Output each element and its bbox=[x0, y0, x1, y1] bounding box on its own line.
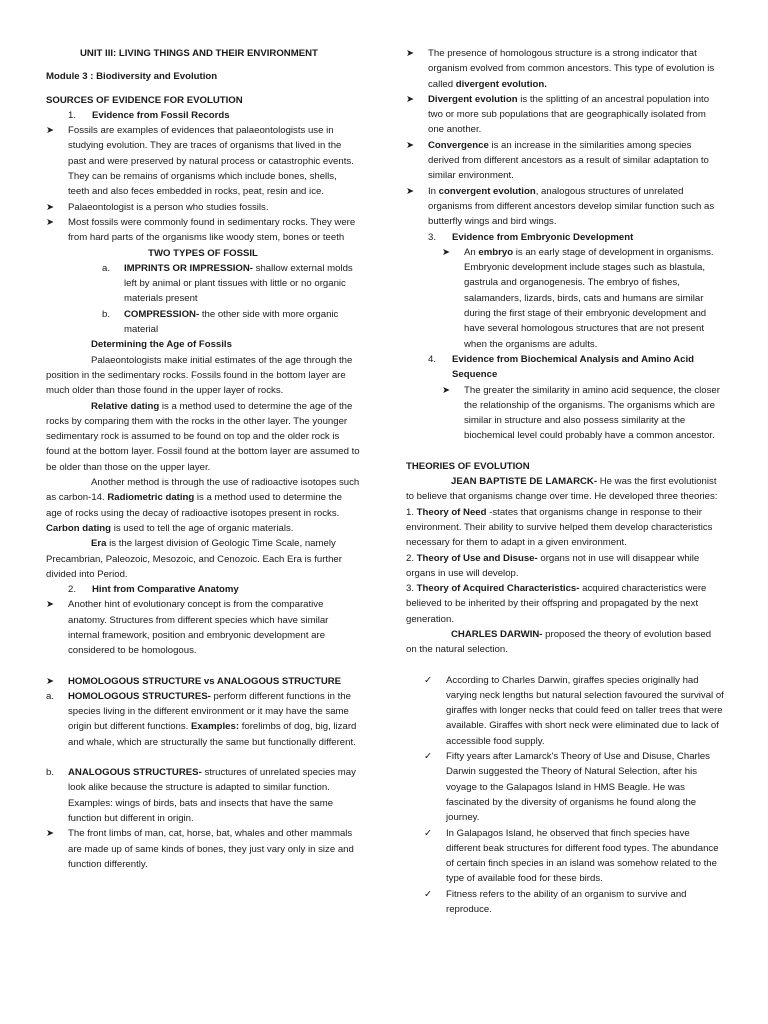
divergent-indicator-bullet: ➤ The presence of homologous structure is a strong indicator that organism evolved from common ancestors. This type of evolution is called divergent evolution. bbox=[406, 48, 715, 90]
age-paragraph: Palaeontologists make initial estimates of the age through the position in the sedimentary rocks. Fossils found in the bottom layer are much older than those found in the upper layer of rocks. bbox=[46, 354, 353, 397]
arrow-bullet-icon: ➤ bbox=[46, 675, 55, 687]
homologous-item: a. HOMOLOGOUS STRUCTURES- perform different functions in the species living in the different environment or it may have the same origin but different functions. Examples: forelimbs of dog, big, lizard and whale, which are structurally the same but functionally different. bbox=[46, 690, 357, 748]
embryo-bullet: ➤ An embryo is an early stage of development in organisms. Embryonic development include stages such as blastula, gastrula and organogenesis. The embryo of fishes, salamanders, lizards, birds, cats and humans are similar during the first stage of their embryonic development and have several homologous structures that are not present when the organisms are adults. bbox=[442, 246, 714, 350]
darwin-paragraph: CHARLES DARWIN- proposed the theory of evolution based on the natural selection. bbox=[406, 628, 712, 656]
checkmark-icon: ✓ bbox=[424, 751, 433, 763]
analogous-item: b. ANALOGOUS STRUCTURES- structures of unrelated species may look alike because the structure is adapted to similar function. Examples: wings of birds, bats and insects that have the same function but different in origin. bbox=[46, 767, 356, 824]
unit-title: UNIT III: LIVING THINGS AND THEIR ENVIRONMENT bbox=[80, 48, 318, 59]
darwin-check-1: ✓ According to Charles Darwin, giraffes species originally had varying neck lengths but natural selection favoured the survival of giraffes with longer necks that could feed on taller trees that were available. Giraffes with short neck were eliminated due to lack of accessible food supply. bbox=[424, 674, 724, 747]
arrow-bullet-icon: ➤ bbox=[46, 599, 55, 611]
darwin-check-4: ✓ Fitness refers to the ability of an organism to survive and reproduce. bbox=[424, 888, 687, 916]
homologous-vs-analogous-heading: ➤ HOMOLOGOUS STRUCTURE vs ANALOGOUS STRUCTURE bbox=[46, 674, 360, 689]
darwin-check-2: ✓ Fifty years after Lamarck's Theory of Use and Disuse, Charles Darwin suggested the Theory of Natural Selection, after his voyage to the Galapagos Island in HMS Beagle. He was fascinated by the diversity of organisms he found along the journey. bbox=[424, 751, 710, 824]
darwin-check-3: ✓ In Galapagos Island, he observed that finch species have different beak structures for different food types. The abundance of certain finch species in an island was somehow related to the type of available food for these birds. bbox=[424, 827, 719, 885]
arrow-bullet-icon: ➤ bbox=[46, 828, 55, 840]
arrow-bullet-icon: ➤ bbox=[406, 139, 415, 151]
lamarck-paragraph: JEAN BAPTISTE DE LAMARCK- He was the first evolutionist to believe that organisms change over time. He developed three theories: bbox=[406, 476, 718, 503]
theory-of-need: 1. Theory of Need -states that organisms change in response to their environment. Their ability to survive helped them develop characteristics necessary for them to adapt in a given environment. bbox=[406, 506, 713, 549]
arrow-bullet-icon: ➤ bbox=[406, 185, 415, 197]
fossil-type-b: b. COMPRESSION- the other side with more organic material bbox=[102, 308, 339, 336]
biochemical-bullet: ➤ The greater the similarity in amino acid sequence, the closer the relationship of the organisms. The organisms which are similar in structure and also possess similarity at the biochemical level could probably have a common ancestor. bbox=[442, 384, 720, 442]
arrow-bullet-icon: ➤ bbox=[46, 125, 55, 137]
radiometric-paragraph: Another method is through the use of radioactive isotopes such as carbon-14. Radiometric dating is a method used to determine the age of rocks using the decay of radioactive isotopes present in rocks. Carbon dating is used to tell the age of organic materials. bbox=[46, 477, 360, 534]
two-types-heading: TWO TYPES OF FOSSIL bbox=[148, 247, 258, 259]
checkmark-icon: ✓ bbox=[424, 674, 433, 686]
arrow-bullet-icon: ➤ bbox=[406, 48, 415, 59]
divergent-evolution-bullet: ➤ Divergent evolution is the splitting of an ancestral population into two or more sub populations that are geographically isolated from one another. bbox=[406, 93, 710, 136]
relative-dating-paragraph: Relative dating is a method used to determine the age of the rocks by comparing them with the rocks in the other layer. The younger sedimentary rock is assumed to be found on top and the older rock is found at the bottom layer. Fossil found at the bottom layer are assumed to be older than those on the upper layer. bbox=[46, 400, 360, 473]
era-paragraph: Era is the largest division of Geologic Time Scale, namely Precambrian, Paleozoic, Mesozoic, and Cenozoic. Each Era is further divided into Period. bbox=[46, 538, 342, 580]
theory-of-acquired-characteristics: 3. Theory of Acquired Characteristics- acquired characteristics were believed to be inherited by their offspring and propagated by the next generation. bbox=[406, 583, 707, 625]
right-column bbox=[406, 46, 724, 917]
age-heading: Determining the Age of Fossils bbox=[91, 339, 232, 351]
arrow-bullet-icon: ➤ bbox=[406, 93, 415, 105]
convergence-bullet: ➤ Convergence is an increase in the similarities among species derived from different ancestors as a result of similar adaptation to similar environment. bbox=[406, 139, 709, 182]
fossil-type-a: a. IMPRINTS OR IMPRESSION- shallow external molds left by animal or plant tissues with little or no organic materials present bbox=[102, 262, 353, 305]
section-2-heading: 2. Hint from Comparative Anatomy bbox=[68, 584, 239, 596]
arrow-bullet-icon: ➤ bbox=[442, 246, 451, 258]
convergent-evolution-bullet: ➤ In convergent evolution, analogous structures of unrelated organisms from different ancestors develop similar function such as butterfly wings and bird wings. bbox=[406, 185, 715, 228]
section-1-heading: 1. Evidence from Fossil Records bbox=[68, 109, 230, 121]
section-4-heading: 4. Evidence from Biochemical Analysis and Amino Acid Sequence bbox=[428, 353, 695, 381]
theories-heading: THEORIES OF EVOLUTION bbox=[406, 460, 530, 472]
fossil-bullet-3: ➤ Most fossils were commonly found in sedimentary rocks. They were from hard parts of the organisms like woody stem, bones or teeth bbox=[46, 216, 356, 244]
checkmark-icon: ✓ bbox=[424, 888, 433, 900]
fossil-bullet-2: ➤ Palaeontologist is a person who studies fossils. bbox=[46, 200, 360, 215]
anatomy-bullet: ➤ Another hint of evolutionary concept is from the comparative anatomy. Structures from different species which have similar internal framework, position and embryonic development are considered to be homologous. bbox=[46, 599, 329, 657]
sources-heading: SOURCES OF EVIDENCE FOR EVOLUTION bbox=[46, 94, 243, 106]
checkmark-icon: ✓ bbox=[424, 827, 433, 839]
arrow-bullet-icon: ➤ bbox=[46, 201, 55, 213]
left-column bbox=[46, 46, 360, 872]
arrow-bullet-icon: ➤ bbox=[46, 216, 55, 228]
forelimb-bullet: ➤ The front limbs of man, cat, horse, bat, whales and other mammals are made up of same kinds of bones, they just vary only in size and function differently. bbox=[46, 828, 354, 870]
fossil-bullet-1: ➤ Fossils are examples of evidences that palaeontologists use in studying evolution. They are traces of organisms that lived in the past and were preserved by natural process or catastrophic events. They can be remains of organisms which include bones, shells, teeth and also feces embedded in rocks, peat, resin and ice. bbox=[46, 125, 354, 198]
module-title: Module 3 : Biodiversity and Evolution bbox=[46, 71, 218, 83]
arrow-bullet-icon: ➤ bbox=[442, 384, 451, 396]
section-3-heading: 3. Evidence from Embryonic Development bbox=[428, 231, 634, 243]
theory-of-use-disuse: 2. Theory of Use and Disuse- organs not in use will disappear while organs in use will develop. bbox=[406, 552, 700, 579]
